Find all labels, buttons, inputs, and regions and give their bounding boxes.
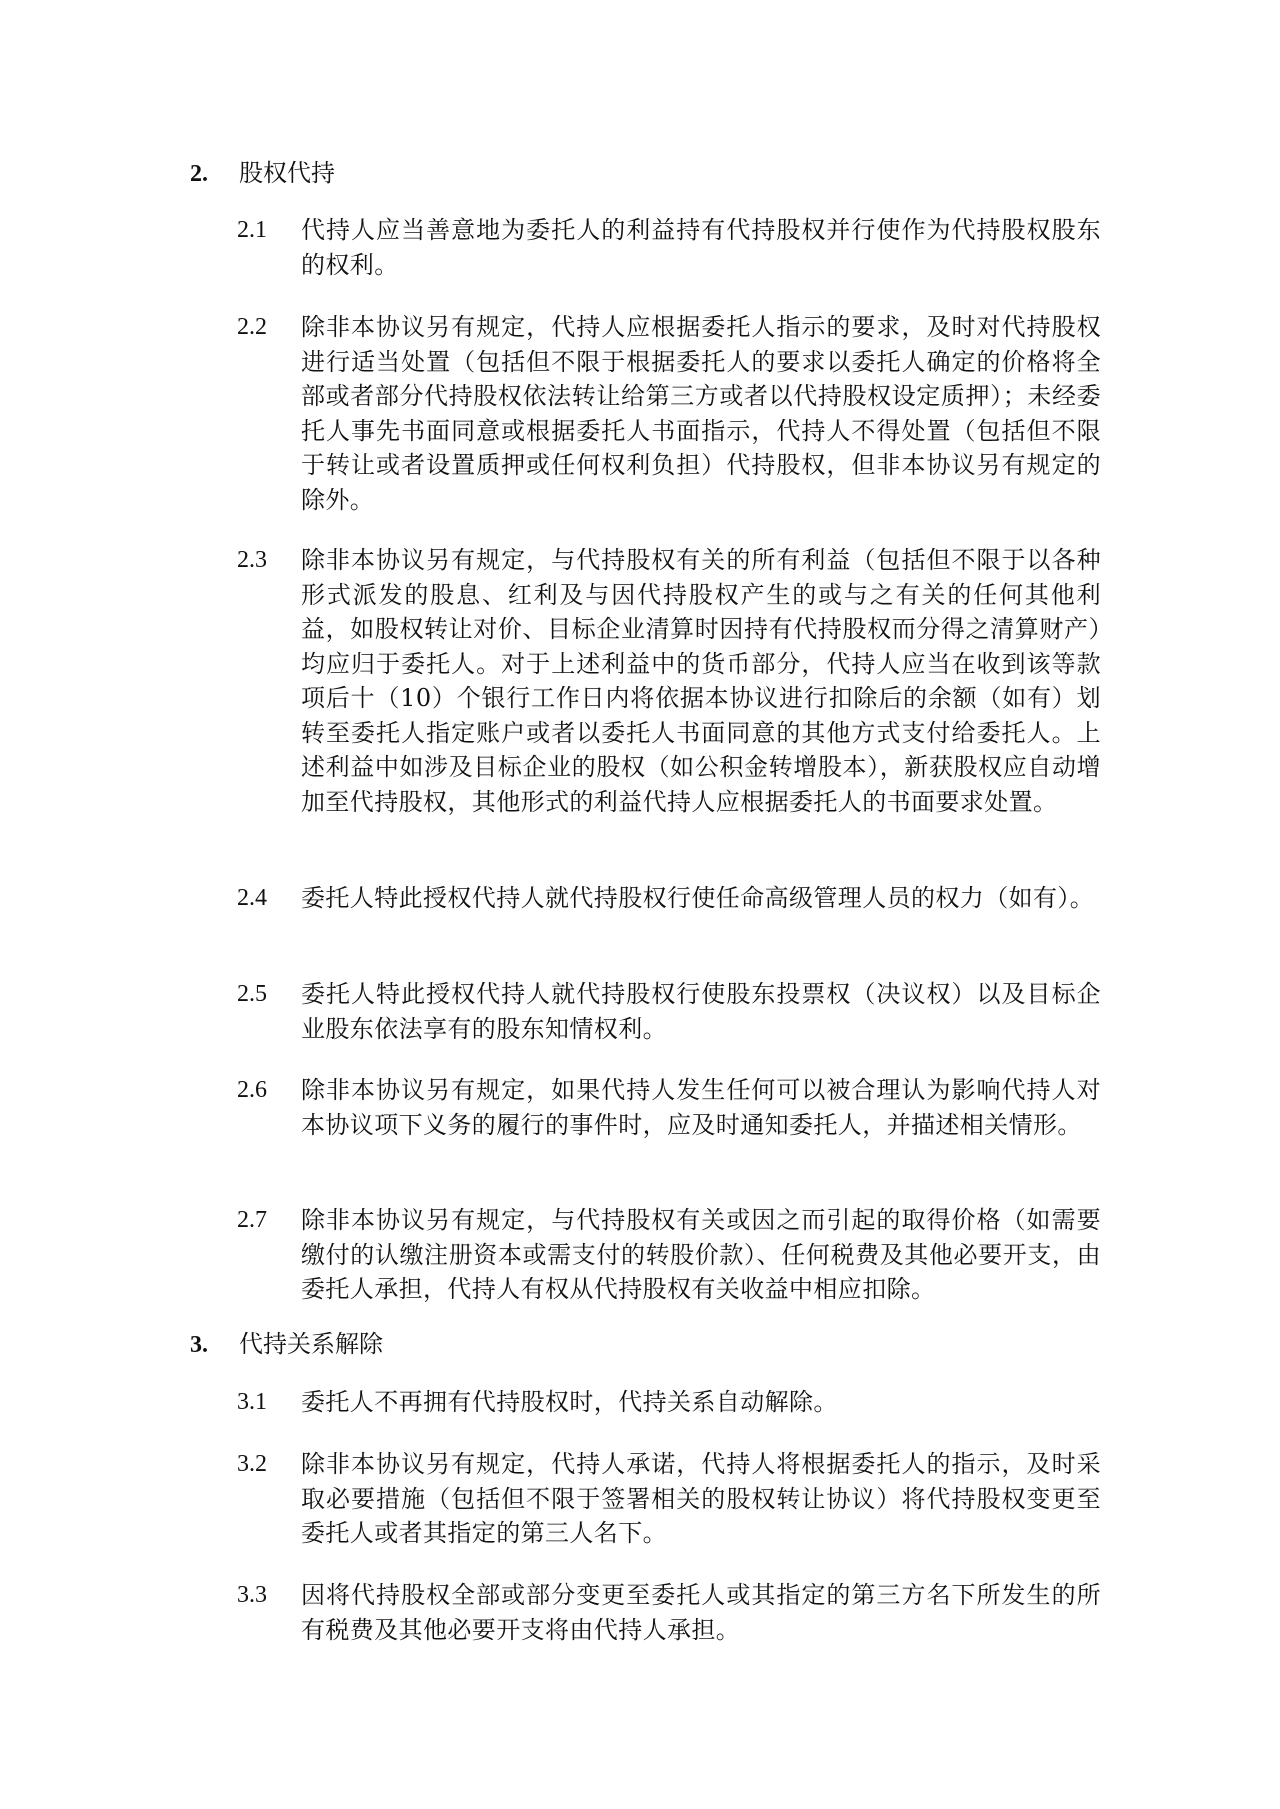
clause-2-2 — [237, 310, 1117, 517]
clause-number: 3.2 — [237, 1451, 267, 1477]
clause-2-7 — [237, 1203, 1117, 1307]
clause-text: 除非本协议另有规定，代持人应根据委托人指示的要求，及时对代持股权进行适当处置（包括但不限于根据委托人的要求以委托人确定的价格将全部或者部分代持股权依法转让给第三方或者以代持股权设定质押）；未经委托人事先书面同意或根据委托人书面指示，代持人不得处置（包括但不限于转让或者设置质押或任何权利负担）代持股权，但非本协议另有规定的除外。 — [301, 313, 1101, 514]
section-number: 3. — [190, 1332, 208, 1358]
section-heading-2 — [190, 156, 1130, 191]
clause-3-1 — [237, 1385, 1117, 1420]
clause-2-5 — [237, 977, 1117, 1046]
section-number: 2. — [190, 161, 208, 187]
clause-text: 除非本协议另有规定，与代持股权有关或因之而引起的取得价格（如需要缴付的认缴注册资本或需支付的转股价款）、任何税费及其他必要开支，由委托人承担，代持人有权从代持股权有关收益中相应扣除。 — [301, 1206, 1101, 1303]
clause-number: 2.5 — [237, 981, 267, 1007]
clause-text: 委托人特此授权代持人就代持股权行使任命高级管理人员的权力（如有）。 — [301, 884, 1095, 912]
clause-number: 2.2 — [237, 314, 267, 340]
clause-number: 2.1 — [237, 217, 267, 243]
clause-number: 3.1 — [237, 1389, 267, 1415]
clause-3-3 — [237, 1578, 1117, 1647]
clause-text: 除非本协议另有规定，代持人承诺，代持人将根据委托人的指示，及时采取必要措施（包括但不限于签署相关的股权转让协议）将代持股权变更至委托人或者其指定的第三人名下。 — [301, 1450, 1101, 1547]
clause-number: 3.3 — [237, 1582, 267, 1608]
clause-number: 2.6 — [237, 1077, 267, 1103]
clause-2-4 — [237, 881, 1117, 916]
section-title: 代持关系解除 — [239, 1330, 383, 1358]
clause-2-3 — [237, 543, 1117, 819]
clause-2-1 — [237, 213, 1117, 282]
clause-3-2 — [237, 1447, 1117, 1551]
clause-number: 2.3 — [237, 547, 267, 573]
clause-text: 除非本协议另有规定，如果代持人发生任何可以被合理认为影响代持人对本协议项下义务的履行的事件时，应及时通知委托人，并描述相关情形。 — [301, 1076, 1101, 1139]
clause-number: 2.4 — [237, 885, 267, 911]
clause-text: 委托人不再拥有代持股权时，代持关系自动解除。 — [301, 1388, 838, 1416]
clause-2-6 — [237, 1073, 1117, 1142]
section-title: 股权代持 — [239, 159, 335, 187]
clause-text: 代持人应当善意地为委托人的利益持有代持股权并行使作为代持股权股东的权利。 — [301, 216, 1101, 279]
clause-text: 除非本协议另有规定，与代持股权有关的所有利益（包括但不限于以各种形式派发的股息、红利及与因代持股权产生的或与之有关的任何其他利益，如股权转让对价、目标企业清算时因持有代持股权而分得之清算财产）均应归于委托人。对于上述利益中的货币部分，代持人应当在收到该等款项后十（10）个银行工作日内将依据本协议进行扣除后的余额（如有）划转至委托人指定账户或者以委托人书面同意的其他方式支付给委托人。上述利益中如涉及目标企业的股权（如公积金转增股本），新获股权应自动增加至代持股权，其他形式的利益代持人应根据委托人的书面要求处置。 — [301, 546, 1101, 816]
clause-text: 因将代持股权全部或部分变更至委托人或其指定的第三方名下所发生的所有税费及其他必要开支将由代持人承担。 — [301, 1581, 1101, 1644]
section-heading-3 — [190, 1327, 1130, 1362]
clause-number: 2.7 — [237, 1207, 267, 1233]
clause-text: 委托人特此授权代持人就代持股权行使股东投票权（决议权）以及目标企业股东依法享有的股东知情权利。 — [301, 980, 1101, 1043]
